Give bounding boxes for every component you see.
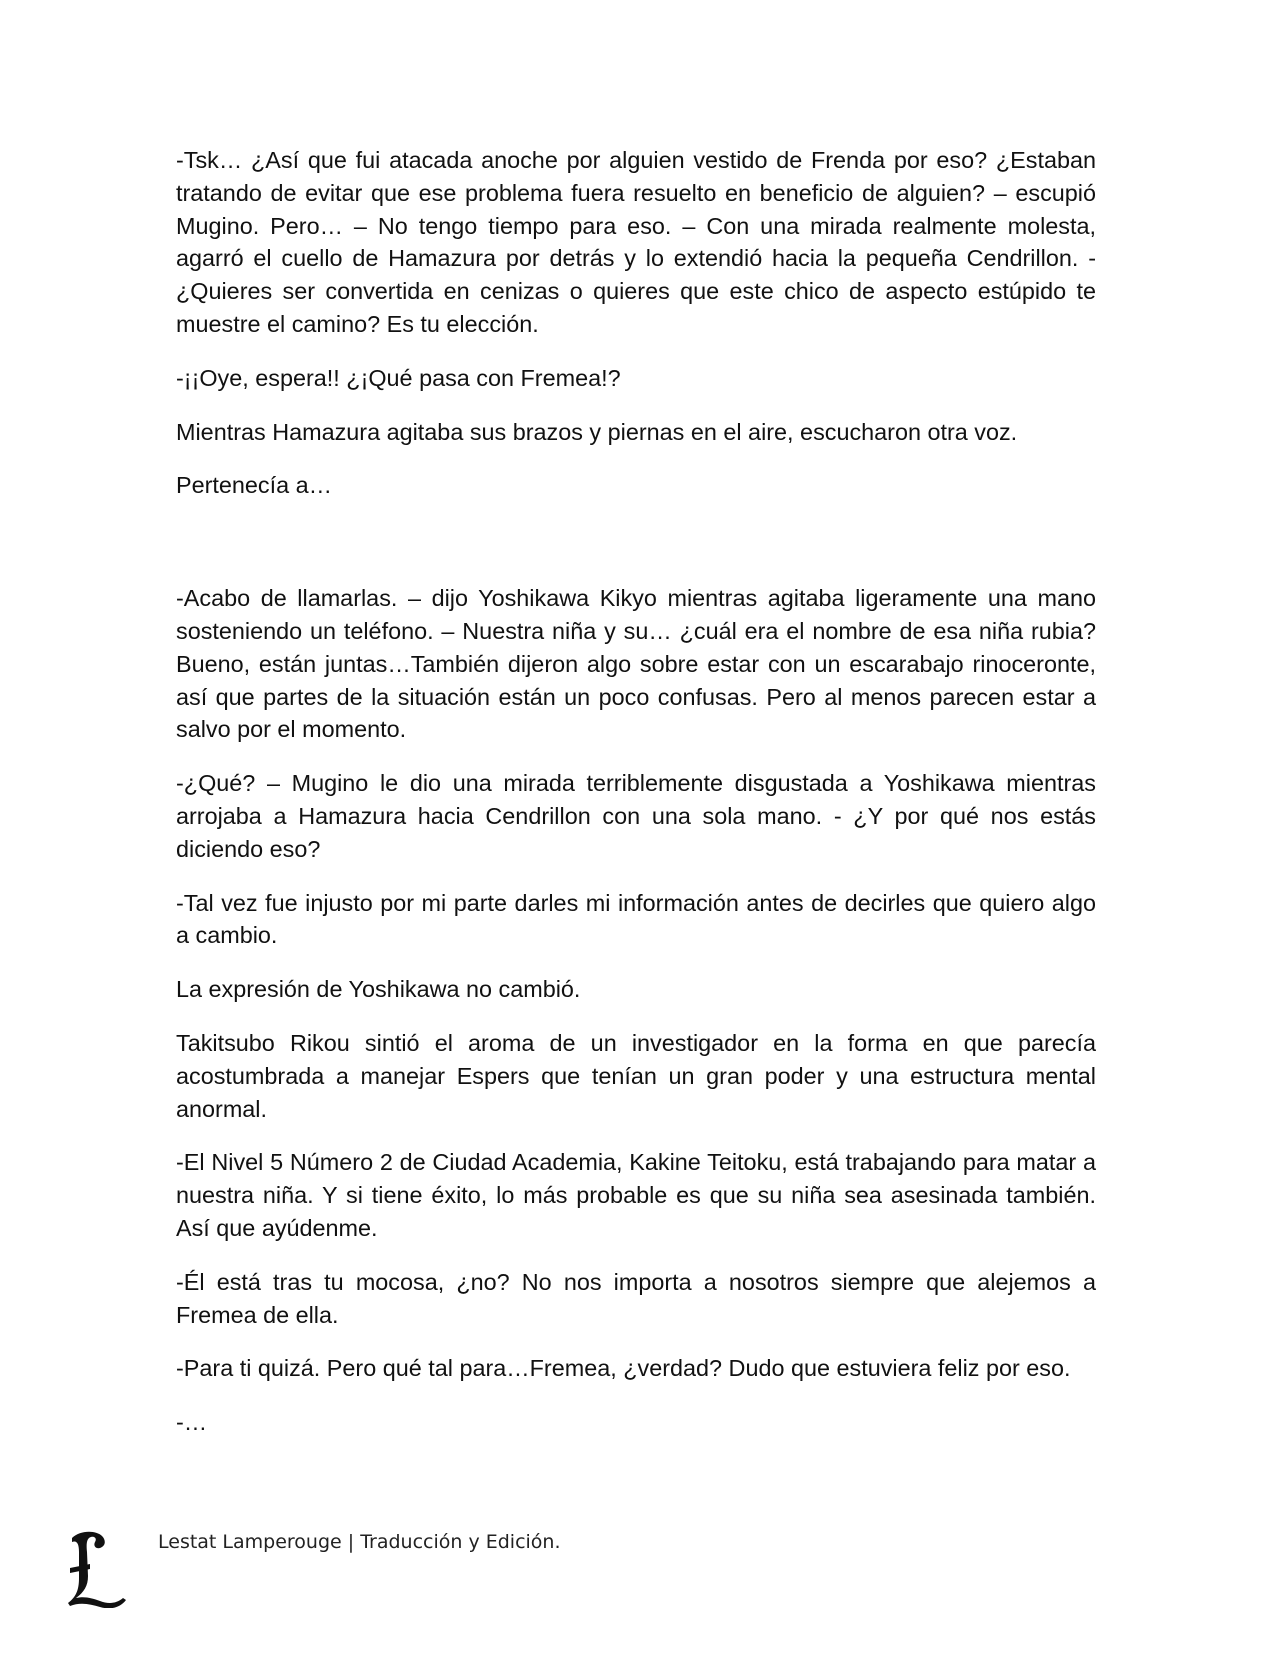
page-footer xyxy=(66,1528,766,1608)
paragraph: -Acabo de llamarlas. – dijo Yoshikawa Kikyo mientras agitaba ligeramente una mano sosteniendo un teléfono. – Nuestra niña y su… ¿cuál era el nombre de esa niña rubia? Bueno, están juntas…También dijeron algo sobre estar con un escarabajo rinoceronte, así que partes de la situación están un poco confusas. Pero al menos parecen estar a salvo por el momento. xyxy=(176,585,1096,743)
paragraph: La expresión de Yoshikawa no cambió. xyxy=(176,976,581,1003)
gothic-L-logo-icon xyxy=(66,1528,128,1608)
paragraph: -Tal vez fue injusto por mi parte darles mi información antes de decirles que quiero algo a cambio. xyxy=(176,889,1096,949)
paragraph: Takitsubo Rikou sintió el aroma de un investigador en la forma en que parecía acostumbrada a manejar Espers que tenían un gran poder y una estructura mental anormal. xyxy=(176,1029,1096,1122)
paragraph: -Para ti quizá. Pero qué tal para…Fremea, ¿verdad? Dudo que estuviera feliz por eso. xyxy=(176,1355,1071,1382)
paragraph: -Él está tras tu mocosa, ¿no? No nos importa a nosotros siempre que alejemos a Fremea de ella. xyxy=(176,1268,1096,1328)
document-body xyxy=(176,144,1096,1460)
paragraph: -¿Qué? – Mugino le dio una mirada terriblemente disgustada a Yoshikawa mientras arrojaba a Hamazura hacia Cendrillon con una sola mano. - ¿Y por qué nos estás diciendo eso? xyxy=(176,770,1096,862)
paragraph: -… xyxy=(176,1409,208,1436)
paragraph: Mientras Hamazura agitaba sus brazos y piernas en el aire, escucharon otra voz. xyxy=(176,418,1018,445)
paragraph: Pertenecía a… xyxy=(176,472,333,499)
paragraph: -El Nivel 5 Número 2 de Ciudad Academia, Kakine Teitoku, está trabajando para matar a nuestra niña. Y si tiene éxito, lo más probable es que su niña sea asesinada también. Así que ayúdenme. xyxy=(176,1149,1096,1241)
paragraph: -¡¡Oye, espera!! ¿¡Qué pasa con Fremea!? xyxy=(176,364,621,391)
footer-credit: Lestat Lamperouge | Traducción y Edición. xyxy=(158,1531,561,1553)
section-break xyxy=(176,523,1096,582)
paragraph: -Tsk… ¿Así que fui atacada anoche por alguien vestido de Frenda por eso? ¿Estaban tratando de evitar que ese problema fuera resuelto en beneficio de alguien? – escupió Mugino. Pero… – No tengo tiempo para eso. – Con una mirada realmente molesta, agarró el cuello de Hamazura por detrás y lo extendió hacia la pequeña Cendrillon. - ¿Quieres ser convertida en cenizas o quieres que este chico de aspecto estúpido te muestre el camino? Es tu elección. xyxy=(176,147,1096,337)
